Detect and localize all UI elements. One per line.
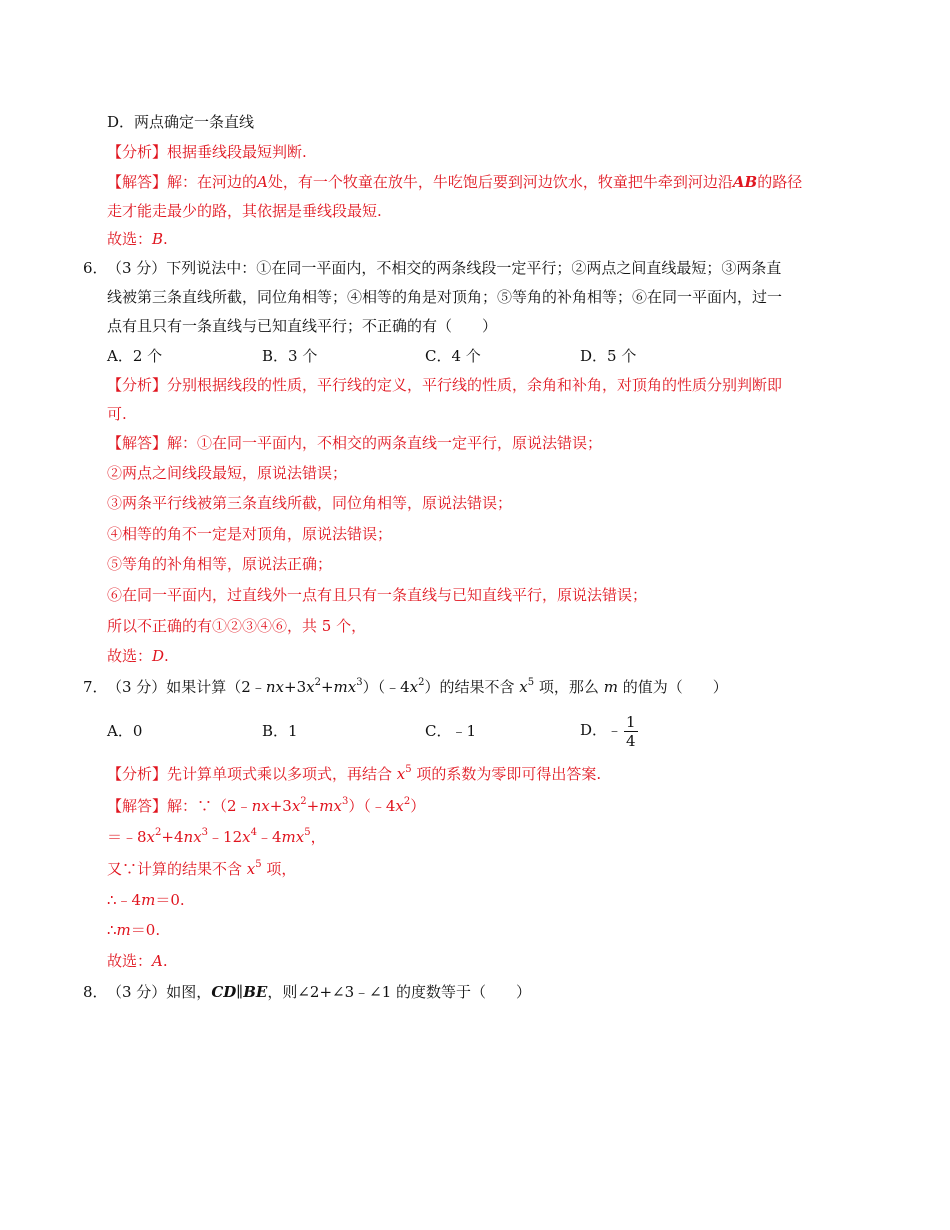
q6-answer-line5: ⑤等角的补角相等，原说法正确； <box>107 555 333 573</box>
q6-answer-line1: 【解答】解：①在同一平面内，不相交的两条直线一定平行，原说法错误； <box>107 434 603 452</box>
q7-answer-line1: 【解答】解：$\because(2﹣nx+3x^2+mx^3)(﹣4x^2)$ <box>107 796 426 815</box>
q6-analysis-line2: 可. <box>107 405 127 423</box>
q7-option-b: B．1 <box>262 722 298 740</box>
q6-analysis-line1: 【分析】分别根据线段的性质，平行线的定义，平行线的性质，余角和补角，对顶角的性质分别判断即 <box>107 376 783 394</box>
q7-answer-line4: ∴﹣4m＝0. <box>107 891 185 909</box>
q8-number: 8． <box>83 983 108 1001</box>
q7-answer-line3: 又∵计算的结果不含 $x^5$ 项， <box>107 859 297 878</box>
prev-answer-line1: 【解答】解：在河边的A处，有一个牧童在放牛，牛吃饱后要到河边饮水，牧童把牛牵到河边沿AB的路径 <box>107 173 803 191</box>
q6-number: 6． <box>83 259 108 277</box>
q6-stem-line3: 点有且只有一条直线与已知直线平行；不正确的有（ ） <box>107 317 498 335</box>
q6-answer-line6: ⑥在同一平面内，过直线外一点有且只有一条直线与已知直线平行，原说法错误； <box>107 586 648 604</box>
q7-option-d: D．﹣ $\frac{1}{4}$ <box>580 712 636 750</box>
q7-option-c: C．﹣1 <box>425 722 477 740</box>
q6-answer-line7: 所以不正确的有①②③④⑥，共 5 个， <box>107 617 367 635</box>
q7-answer-line5: ∴m＝0. <box>107 921 161 939</box>
q6-option-c: C．4 个 <box>425 347 481 365</box>
q6-answer-line2: ②两点之间线段最短，原说法错误； <box>107 464 348 482</box>
q6-stem-line2: 线被第三条直线所截，同位角相等；④相等的角是对顶角；⑤等角的补角相等；⑥在同一平面内，过一 <box>107 288 783 306</box>
q6-answer-line3: ③两条平行线被第三条直线所截，同位角相等，原说法错误； <box>107 494 513 512</box>
q7-option-d-fraction: $\frac{1}{4}$ <box>626 712 636 750</box>
q6-stem-line1: （3 分）下列说法中：①在同一平面内，不相交的两条线段一定平行；②两点之间直线最短；③两条直 <box>107 259 782 277</box>
q7-choice: 故选：A. <box>107 952 168 970</box>
q6-option-b: B．3 个 <box>262 347 318 365</box>
q6-choice: 故选：D. <box>107 647 169 665</box>
prev-answer-line2: 走才能走最少的路，其依据是垂线段最短. <box>107 202 382 220</box>
prev-option-d: D．两点确定一条直线 <box>107 113 255 131</box>
q7-number: 7． <box>83 678 108 696</box>
q7-answer-line2: $=﹣8x^2+4nx^3﹣12x^4﹣4mx^5$， <box>107 827 326 846</box>
q6-option-a: A．2 个 <box>107 347 163 365</box>
q7-option-a: A．0 <box>107 722 143 740</box>
q6-answer-line4: ④相等的角不一定是对顶角，原说法错误； <box>107 525 393 543</box>
q7-stem: （3 分）如果计算$(2﹣nx+3x^2+mx^3)(﹣4x^2)$的结果不含 $x^5$ 项，那么 m 的值为（ ） <box>107 677 728 696</box>
q8-stem: （3 分）如图，CD∥BE，则∠2+∠3﹣∠1 的度数等于（ ） <box>107 983 532 1001</box>
prev-choice: 故选：B. <box>107 230 168 248</box>
prev-analysis: 【分析】根据垂线段最短判断. <box>107 143 307 161</box>
q6-option-d: D．5 个 <box>580 347 637 365</box>
q7-analysis: 【分析】先计算单项式乘以多项式，再结合 $x^5$ 项的系数为零即可得出答案. <box>107 764 602 783</box>
